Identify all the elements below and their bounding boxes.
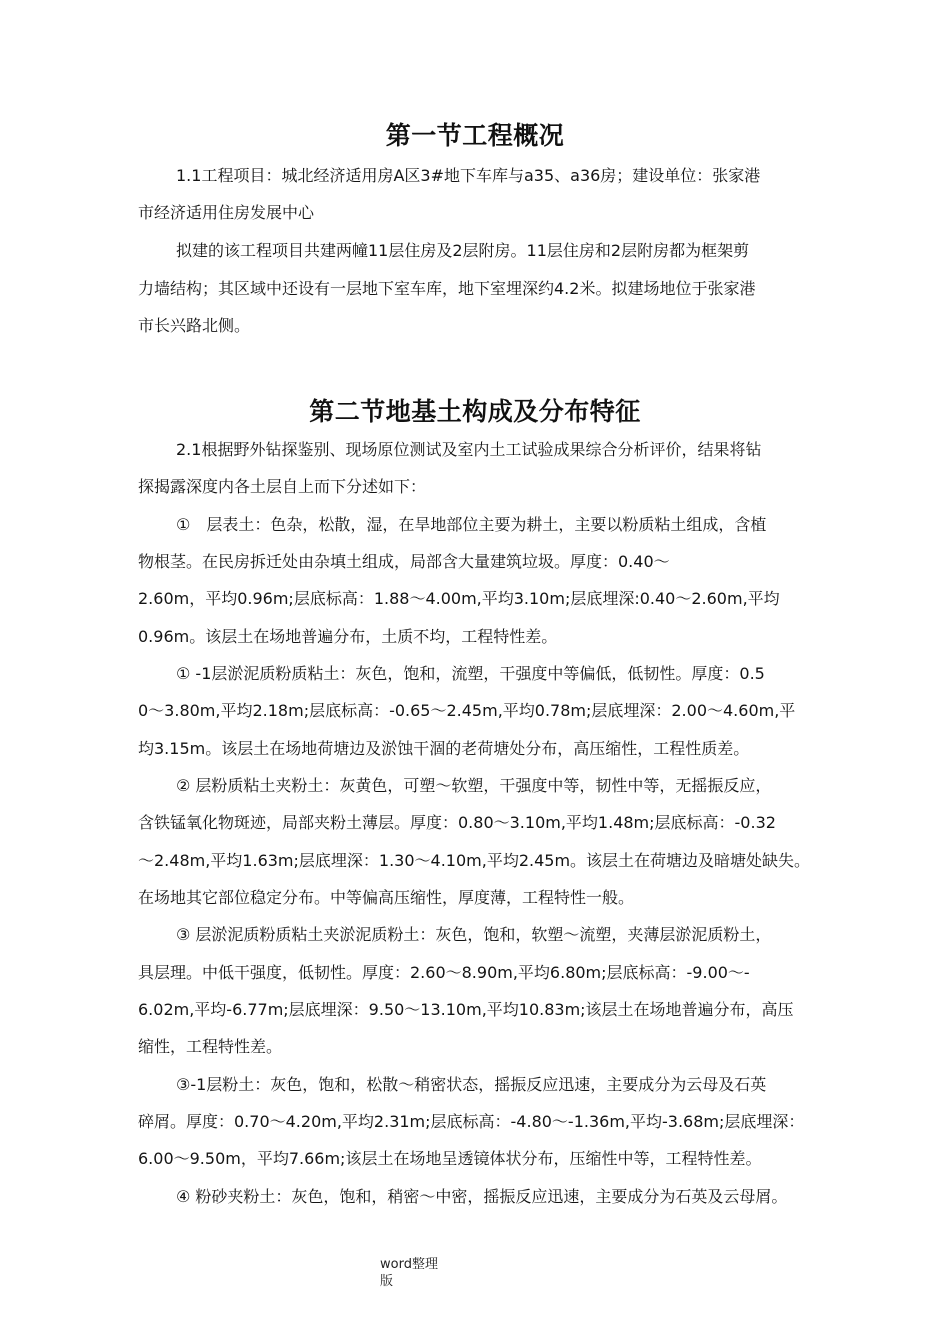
section2-line-14: ③ 层淤泥质粉质粘土夹淤泥质粉土：灰色，饱和，软塑～流塑，夹薄层淤泥质粉土， (176, 925, 772, 944)
section2-line-18: ③-1层粉土：灰色，饱和，松散～稍密状态，摇振反应迅速，主要成分为云母及石英 (176, 1075, 767, 1094)
section2-line-17: 缩性，工程特性差。 (138, 1037, 283, 1056)
section1-line-5: 市长兴路北侧。 (138, 316, 251, 335)
section2-line-9: 均3.15m。该层土在场地荷塘边及淤蚀干涸的老荷塘处分布，高压缩性，工程性质差。 (138, 739, 750, 758)
footer-line-2: 版 (380, 1274, 394, 1289)
section2-line-5: 2.60m，平均0.96m;层底标高：1.88～4.00m,平均3.10m;层底埋深:0.40～2.60m,平均 (138, 589, 780, 608)
section2-line-4: 物根茎。在民房拆迁处由杂填土组成，局部含大量建筑垃圾。厚度：0.40～ (138, 552, 670, 571)
section2-title: 第二节地基土构成及分布特征 (309, 397, 641, 426)
section2-line-3: ① 层表土：色杂，松散，湿，在旱地部位主要为耕土，主要以粉质粘土组成，含植 (176, 515, 767, 534)
section2-line-11: 含铁锰氧化物斑迹，局部夹粉土薄层。厚度：0.80～3.10m,平均1.48m;层底标高：-0.32 (138, 813, 776, 832)
section1-line-4: 力墙结构；其区域中还设有一层地下室车库，地下室埋深约4.2米。拟建场地位于张家港 (138, 279, 756, 298)
section1-line-3: 拟建的该工程项目共建两幢11层住房及2层附房。11层住房和2层附房都为框架剪 (176, 241, 750, 260)
footer-line-1: word整理 (380, 1257, 438, 1272)
section2-line-15: 具层理。中低干强度，低韧性。厚度：2.60～8.90m,平均6.80m;层底标高：-9.00～- (138, 963, 750, 982)
section1-line-2: 市经济适用住房发展中心 (138, 203, 315, 222)
section2-line-19: 碎屑。厚度：0.70～4.20m,平均2.31m;层底标高：-4.80～-1.36m,平均-3.68m;层底埋深： (138, 1112, 805, 1131)
section2-line-10: ② 层粉质粘土夹粉土：灰黄色，可塑～软塑，干强度中等，韧性中等，无摇振反应， (176, 776, 772, 795)
section2-line-16: 6.02m,平均-6.77m;层底埋深：9.50～13.10m,平均10.83m;该层土在场地普遍分布，高压 (138, 1000, 794, 1019)
section2-line-13: 在场地其它部位稳定分布。中等偏高压缩性，厚度薄，工程特性一般。 (138, 888, 635, 907)
section2-line-21: ④ 粉砂夹粉土：灰色，饱和，稍密～中密，摇振反应迅速，主要成分为石英及云母屑。 (176, 1187, 788, 1206)
section1-line-1: 1.1工程项目：城北经济适用房A区3#地下车库与a35、a36房；建设单位：张家港 (176, 166, 761, 185)
section2-line-2: 探揭露深度内各土层自上而下分述如下： (138, 477, 427, 496)
section2-line-8: 0～3.80m,平均2.18m;层底标高：-0.65～2.45m,平均0.78m;层底埋深：2.00～4.60m,平 (138, 701, 796, 720)
section2-line-6: 0.96m。该层土在场地普遍分布，土质不均，工程特性差。 (138, 627, 558, 646)
section2-line-7: ① -1层淤泥质粉质粘土：灰色，饱和，流塑，干强度中等偏低，低韧性。厚度：0.5 (176, 664, 765, 683)
section2-line-12: ～2.48m,平均1.63m;层底埋深：1.30～4.10m,平均2.45m。该层土在荷塘边及暗塘处缺失。 (138, 851, 811, 870)
section1-title: 第一节工程概况 (385, 121, 565, 150)
section2-line-20: 6.00～9.50m，平均7.66m;该层土在场地呈透镜体状分布，压缩性中等，工程特性差。 (138, 1149, 762, 1168)
section2-line-1: 2.1根据野外钻探鉴别、现场原位测试及室内土工试验成果综合分析评价，结果将钻 (176, 440, 762, 459)
